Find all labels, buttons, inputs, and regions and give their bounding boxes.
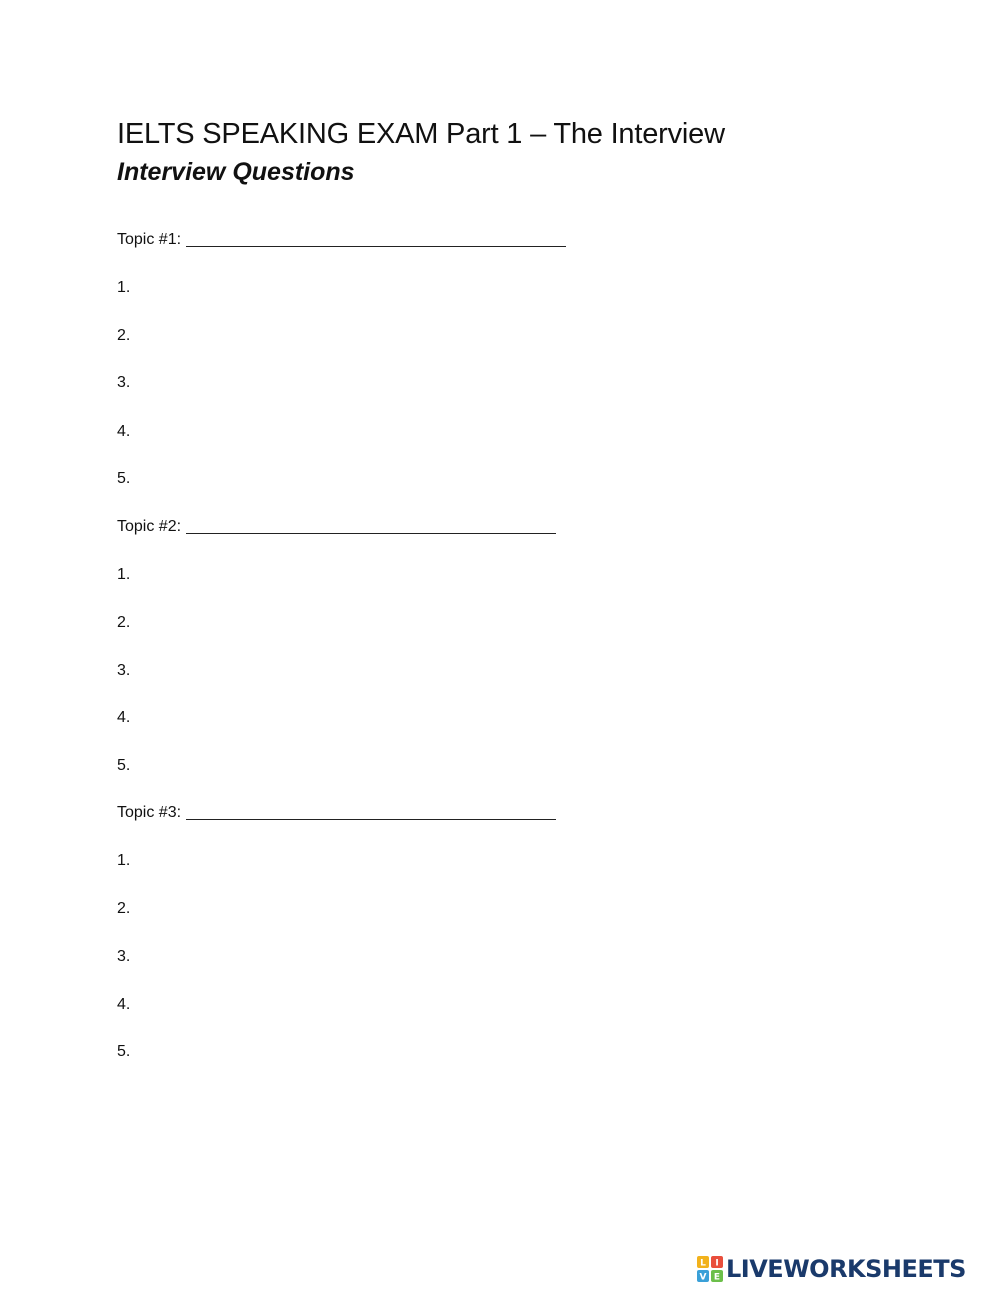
topic-1-question-2: 2. bbox=[117, 327, 131, 344]
topic-3-question-5: 5. bbox=[117, 1043, 131, 1060]
topic-2-question-4: 4. bbox=[117, 709, 131, 726]
topic-1-blank-field[interactable] bbox=[186, 246, 566, 247]
liveworksheets-wordmark: LIVEWORKSHEETS bbox=[726, 1255, 966, 1283]
topic-2-question-5: 5. bbox=[117, 757, 131, 774]
svg-text:V: V bbox=[699, 1272, 707, 1282]
topic-3-blank-field[interactable] bbox=[186, 819, 556, 820]
topic-1-label: Topic #1: bbox=[117, 231, 182, 248]
topic-2-question-2: 2. bbox=[117, 614, 131, 631]
topic-2-question-1: 1. bbox=[117, 566, 131, 583]
document-subtitle: Interview Questions bbox=[117, 158, 355, 186]
topic-1-line bbox=[117, 231, 566, 249]
document-title: IELTS SPEAKING EXAM Part 1 – The Interview bbox=[117, 118, 725, 150]
svg-text:L: L bbox=[700, 1258, 706, 1269]
topic-2-blank-field[interactable] bbox=[186, 533, 556, 534]
topic-3-question-3: 3. bbox=[117, 948, 131, 965]
svg-text:E: E bbox=[713, 1272, 721, 1282]
topic-3-label: Topic #3: bbox=[117, 804, 182, 821]
liveworksheets-branding bbox=[697, 1254, 966, 1284]
topic-2-line bbox=[117, 518, 556, 536]
topic-1-question-5: 5. bbox=[117, 470, 131, 487]
topic-3-question-1: 1. bbox=[117, 852, 131, 869]
topic-3-question-4: 4. bbox=[117, 996, 131, 1013]
topic-2-label: Topic #2: bbox=[117, 518, 182, 535]
topic-3-line bbox=[117, 804, 556, 822]
topic-2-question-3: 3. bbox=[117, 662, 131, 679]
topic-3-question-2: 2. bbox=[117, 900, 131, 917]
topic-1-question-4: 4. bbox=[117, 423, 131, 440]
svg-text:I: I bbox=[715, 1258, 719, 1269]
liveworksheets-logo-icon bbox=[697, 1256, 723, 1282]
topic-1-question-1: 1. bbox=[117, 279, 131, 296]
topic-1-question-3: 3. bbox=[117, 374, 131, 391]
